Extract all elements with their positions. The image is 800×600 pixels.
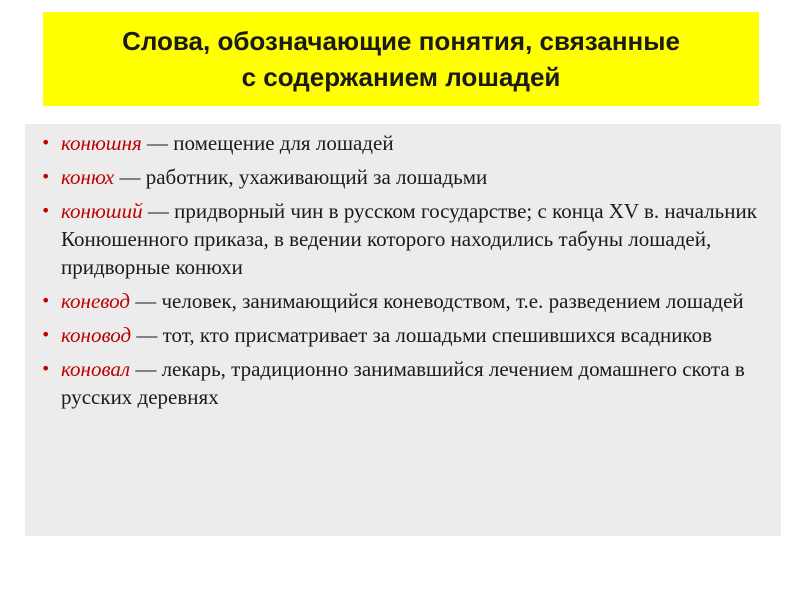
definition-list	[41, 129, 771, 417]
definition: — придворный чин в русском государстве; с конца XV в. начальник Конюшенного приказа, в ведении которого находились табуны лошадей, придворные конюхи	[61, 199, 757, 279]
term: коновал	[61, 357, 131, 381]
definition: — лекарь, традиционно занимавшийся лечением домашнего скота в русских деревнях	[61, 357, 745, 409]
slide-title	[43, 12, 759, 106]
term: коневод	[61, 289, 130, 313]
definition: — работник, ухаживающий за лошадьми	[114, 165, 488, 189]
title-line-1: Слова, обозначающие понятия, связанные	[122, 26, 680, 56]
title-line-2: с содержанием лошадей	[241, 62, 561, 92]
bullet-icon: •	[41, 291, 51, 310]
bullet-icon: •	[41, 133, 51, 152]
term: конюший	[61, 199, 143, 223]
term: конюшня	[61, 131, 142, 155]
bullet-icon: •	[41, 325, 51, 344]
term: конюх	[61, 165, 115, 189]
definition: — человек, занимающийся коневодством, т.е. разведением лошадей	[129, 289, 744, 313]
term: коновод	[61, 323, 132, 347]
definition: — тот, кто присматривает за лошадьми спешившихся всадников	[131, 323, 713, 347]
list-item	[41, 321, 771, 349]
list-item	[41, 287, 771, 315]
bullet-icon: •	[41, 359, 51, 378]
list-item	[41, 129, 771, 157]
definition: — помещение для лошадей	[141, 131, 394, 155]
bullet-icon: •	[41, 201, 51, 220]
bullet-icon: •	[41, 167, 51, 186]
list-item	[41, 197, 771, 281]
content-panel	[25, 124, 781, 536]
list-item	[41, 163, 771, 191]
list-item	[41, 355, 771, 411]
